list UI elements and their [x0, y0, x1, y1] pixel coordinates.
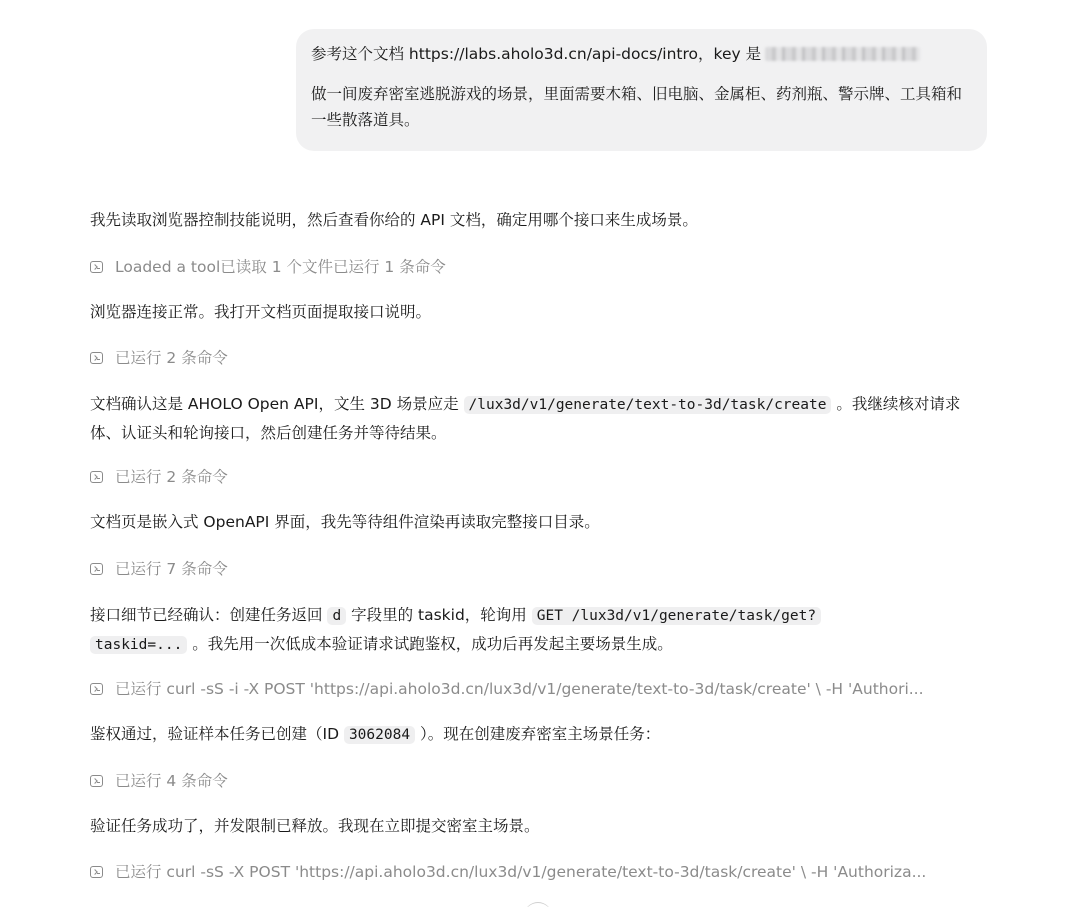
tool-call-label: 已运行 2 条命令	[115, 468, 228, 486]
message-text: 文档确认这是 AHOLO Open API，文生 3D 场景应走	[90, 395, 464, 413]
terminal-icon	[90, 775, 103, 787]
inline-code-endpoint: GET /lux3d/v1/generate/task/get?	[532, 607, 821, 625]
inline-code-param: taskid=...	[90, 636, 187, 654]
tool-call-summary-6[interactable]	[90, 770, 990, 792]
message-text: 字段里的 taskid，轮询用	[346, 606, 532, 624]
terminal-icon	[90, 352, 103, 364]
scroll-indicator	[524, 902, 552, 907]
terminal-icon	[90, 683, 103, 695]
terminal-icon	[90, 866, 103, 878]
message-text: 鉴权通过，验证样本任务已创建（ID	[90, 725, 344, 743]
message-text: 。我继续核对请求体、认证头和轮询接口，然后创建任务并等待结果。	[90, 395, 961, 442]
assistant-message-6	[90, 720, 990, 749]
message-text: ）。现在创建废弃密室主场景任务：	[415, 725, 661, 743]
tool-call-summary-4[interactable]	[90, 558, 990, 580]
user-message-bubble	[296, 29, 987, 151]
tool-call-label: 已运行 4 条命令	[115, 772, 228, 790]
assistant-message-5	[90, 601, 990, 659]
tool-call-label: Loaded a tool已读取 1 个文件已运行 1 条命令	[115, 258, 446, 276]
message-text: 接口细节已经确认：创建任务返回	[90, 606, 328, 624]
tool-call-label: 已运行 7 条命令	[115, 560, 228, 578]
tool-call-summary-7[interactable]	[90, 861, 990, 883]
user-message-doc-text: 参考这个文档 https://labs.aholo3d.cn/api-docs/intro，key 是	[311, 45, 762, 63]
tool-call-label: 已运行 curl -sS -i -X POST 'https://api.aholo3d.cn/lux3d/v1/generate/text-to-3d/task/create' \ -H 'Authori...	[115, 680, 924, 698]
assistant-message-4: 文档页是嵌入式 OpenAPI 界面，我先等待组件渲染再读取完整接口目录。	[90, 513, 600, 531]
tool-call-summary-5[interactable]	[90, 678, 990, 700]
tool-call-label: 已运行 curl -sS -X POST 'https://api.aholo3d.cn/lux3d/v1/generate/text-to-3d/task/create' \ -H 'Authoriza...	[115, 863, 927, 881]
user-message-request: 做一间废弃密室逃脱游戏的场景，里面需要木箱、旧电脑、金属柜、药剂瓶、警示牌、工具箱和一些散落道具。	[311, 85, 963, 129]
assistant-message-3	[90, 390, 990, 447]
terminal-icon	[90, 471, 103, 483]
tool-call-label: 已运行 2 条命令	[115, 349, 228, 367]
tool-call-summary-1[interactable]	[90, 256, 990, 278]
inline-code-task-id: 3062084	[344, 726, 415, 744]
assistant-message-1: 我先读取浏览器控制技能说明，然后查看你给的 API 文档，确定用哪个接口来生成场景。	[90, 211, 698, 229]
redacted-api-key	[765, 47, 920, 61]
tool-call-summary-3[interactable]	[90, 466, 990, 488]
message-text: 。我先用一次低成本验证请求试跑鉴权，成功后再发起主要场景生成。	[187, 635, 673, 653]
terminal-icon	[90, 261, 103, 273]
tool-call-summary-2[interactable]	[90, 347, 990, 369]
inline-code-endpoint: /lux3d/v1/generate/text-to-3d/task/create	[464, 396, 832, 414]
assistant-message-7: 验证任务成功了，并发限制已释放。我现在立即提交密室主场景。	[90, 817, 540, 835]
user-message-line1	[311, 41, 971, 67]
inline-code-field: d	[327, 607, 346, 625]
assistant-message-2: 浏览器连接正常。我打开文档页面提取接口说明。	[90, 303, 432, 321]
terminal-icon	[90, 563, 103, 575]
